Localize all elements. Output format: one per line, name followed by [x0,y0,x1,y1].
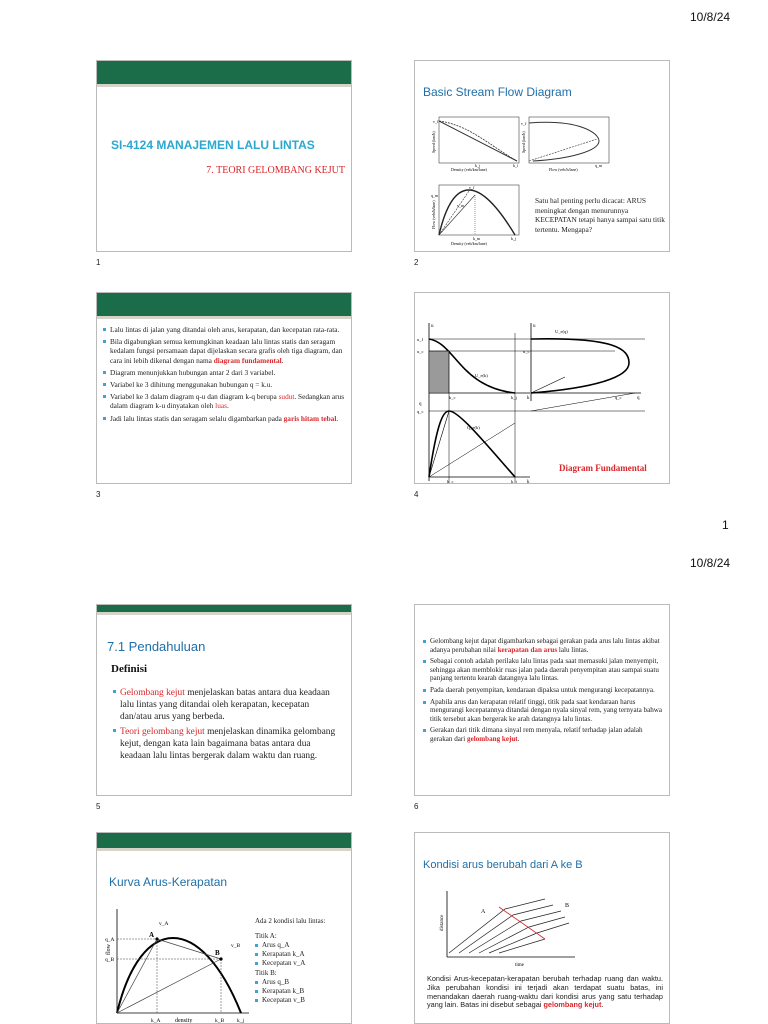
s4-uc: u_c [417,349,424,354]
fig3-annot-vm: v_m [457,203,465,208]
bullet-item [103,380,349,389]
text-run: Pada daerah penyempitan, kendaraan dipaksa untuk mengurangi kecepatannya. [430,685,655,694]
fig3-annot-vf: v_f [469,185,475,190]
highlighted-text: garis hitam tebal [283,413,337,423]
list-item: Arus q_A [255,941,351,950]
text-run: Gelombang kejut dapat digambarkan sebagai gerakan pada arus lalu lintas akibat adanya perubahan nilai [430,637,660,654]
slide-5-bullet-list [113,687,343,765]
slide-7-intro: Ada 2 kondisi lalu lintas: [255,917,326,925]
bullet-item [103,368,349,377]
text-run: Sebagai contoh adalah perilaku lalu lintas pada saat memasuki jalan menyempit, sehingga akan memblokir ruas jalan pada daerah penyempitan atau sampai suatu panjang tertentu kearah datangnya lalu lintas. [430,657,659,683]
slide-7-title: Kurva Arus-Kerapatan [109,875,228,889]
bullet-item [113,687,343,723]
list-item: Kerapatan k_B [255,987,351,996]
slide-7-pointA-list [255,941,351,968]
bullet-item [423,698,665,724]
slide-1 [96,60,352,252]
slide-3-number: 3 [96,490,101,499]
fig1-x-tick-2: k_i [513,163,519,168]
highlighted-text: gelombang kejut [543,1000,602,1010]
s7-chart-vA: v_A [159,921,169,927]
slide-8-text [427,975,663,1010]
s8-chart-B: B [565,903,570,909]
s7-chart-kB: k_B [215,1018,225,1024]
slide-3 [96,292,352,484]
fig3-x-tick-2: k_j [511,236,517,241]
text-run: . [517,734,520,743]
speed-density-figure [429,113,525,173]
fig1-y-tick: v_f [433,119,439,124]
highlighted-text: kerapatan dan arus [497,645,558,654]
highlighted-text: luas [215,401,227,411]
s4-qc: q_c [417,409,424,414]
text-run: Lalu lintas di jalan yang ditandai oleh arus, kerapatan, dan kecepatan rata-rata. [110,325,340,334]
text-run: Apabila arus dan kerapatan relatif tinggi, titik pada saat kendaraan harus mengurangi kecepatannya ditandai dengan nyala sinyal rem, yang ternyata bahwa titik tersebut akan bergerak ke arah datangnya lalu lintas. [430,697,663,723]
slide-4 [414,292,670,484]
slide-6-bullet-list [423,637,665,747]
bullet-item [103,392,349,410]
slide-1-title: SI-4124 MANAJEMEN LALU LINTAS [111,138,315,152]
s4-kc: k_c [447,479,454,484]
slide-1-number: 1 [96,258,101,267]
s7-chart-kA: k_A [151,1018,161,1024]
fig2-y-tick: v_f [521,121,527,126]
highlighted-text: Teori gelombang kejut [120,727,205,737]
slide-6-number: 6 [414,802,419,811]
s7-chart-qB: q_B [105,957,115,963]
text-run: Bila digabungkan semua kemungkinan keadaan lalu lintas statis dan seragam kedalam fungsi persamaan dapat dijelaskan secara grafis oleh tiga diagram, dan cara ini lebih dikenal dengan nama [110,337,343,365]
slide-2-number: 2 [414,258,419,267]
slide-8-title: Kondisi arus berubah dari A ke B [423,859,583,871]
slide-4-caption: Diagram Fundamental [559,463,647,473]
slide-7-text-block [255,917,351,1005]
text-run: menjelaskan dinamika gelombang kejut, dengan kata lain bagaimana batas antara dua keadaan lalu lintas bergerak dalam waktu dan ruang. [120,727,336,761]
s8-chart-y-label: distance [440,914,445,931]
speed-flow-figure [519,113,615,173]
s4-axis-q-right: q [637,396,640,401]
text-run: . [226,401,229,411]
page-1-date: 10/8/24 [690,10,731,24]
slide-7-pointA-label: Titik A: [255,932,277,940]
bullet-item [423,657,665,683]
slide-7-pointB-label: Titik B: [255,969,277,977]
bullet-item [423,726,665,743]
s4-uf: u_f [417,337,423,342]
fig1-x-label: Density (veh/km/lane) [451,167,487,172]
flow-density-figure [429,181,525,247]
text-run: menjelaskan batas antara dua keadaan lalu lintas yang ditandai oleh kerapatan, kecepatan dan/atau arus yang berbeda. [120,688,330,722]
text-run: . [281,355,284,365]
list-item: Kecepatan v_B [255,996,351,1005]
text-run: Variabel ke 3 dihitung menggunakan hubungan q = k.u. [110,380,273,390]
bullet-item [423,637,665,654]
s7-chart-A: A [149,931,155,939]
fig2-y-label: Speed (km/h) [521,131,526,153]
s4-uc-right: u_c [523,349,530,354]
text-run: . Sedangkan arus dalam diagram k-u dinyatakan oleh [110,392,345,411]
slide-7-header-band [97,833,351,849]
s4-axis-u-right: u [533,324,536,329]
s4-Ueq: U_e(q) [555,329,568,334]
s8-chart-x-label: time [515,963,524,968]
fig2-x-label: Flow (veh/h/lane) [549,167,578,172]
s4-Qe: Q_e(k) [467,425,480,430]
fundamental-diagram-figure [415,293,670,484]
slide-5 [96,604,352,796]
fig1-y-label: Speed (km/h) [431,131,436,153]
s7-chart-vB: v_B [231,943,241,949]
text-run: Kondisi Arus-kecepatan-kerapatan berubah terhadap ruang dan waktu. Jika perubahan kondisi ini terjadi akan terdapat suatu batas, ini menandakan daerah ruang-waktu dari kondisi arus yang satu terhadap yang lain. Batas ini disebut sebagai [427,974,663,1010]
bullet-item [103,337,349,365]
text-run: Jadi lalu lintas statis dan seragam selalu digambarkan pada [110,413,284,423]
text-run: lalu lintas. [557,645,589,654]
bullet-item [423,686,665,695]
highlighted-text: diagram fundamental [213,355,282,365]
s4-Ue: U_e(k) [475,373,488,378]
s4-kj: k_j [511,479,517,484]
highlighted-text: Gelombang kejut [120,688,185,698]
text-run: . [336,413,339,423]
s7-chart-y-label: flow [106,944,112,955]
slide-5-header-band [97,605,351,613]
slide-5-heading: Definisi [111,663,148,675]
s4-axis-u: u [431,324,434,329]
s4-axis-k-top: k [527,396,530,401]
slide-1-header-band [97,61,351,85]
text-run: Diagram menunjukkan hubungan antar 2 dari 3 variabel. [110,367,276,377]
slide-7-pointB-list [255,978,351,1005]
page-2-date: 10/8/24 [690,556,731,570]
text-run: Gerakan dari titik dimana sinyal rem menyala, relatif terhadap jalan adalah gerakan dari [430,726,643,743]
s7-chart-qA: q_A [105,937,115,943]
s7-chart-B: B [215,949,220,957]
s7-chart-kj: k_j [237,1018,245,1024]
slide-3-bullet-list [103,325,349,426]
slide-8 [414,832,670,1024]
slide-2 [414,60,670,252]
slide-6 [414,604,670,796]
highlighted-text: gelombang kejut [467,734,518,743]
s4-axis-q: q [419,402,422,407]
bullet-item [103,325,349,334]
slide-5-title: 7.1 Pendahuluan [107,639,206,654]
slide-4-number: 4 [414,490,419,499]
slide-2-note: Satu hal penting perlu dicacat: ARUS meningkat dengan menurunnya KECEPATAN tetapi hanya sampai satu titik tertentu. Mengapa? [535,196,665,234]
list-item: Kecepatan v_A [255,959,351,968]
text-run: . [601,1000,604,1010]
slide-1-subtitle: 7. TEORI GELOMBANG KEJUT [206,165,345,176]
fig3-y-label: Flow (veh/h/lane) [431,200,436,229]
fig1-x-tick-1: k_j [475,163,481,168]
fig3-x-label: Density (veh/km/lane) [451,241,487,246]
s4-qc-right: q_c [615,395,622,400]
fig2-x-tick: q_m [595,163,603,168]
bullet-item [103,414,349,423]
s7-chart-x-label: density [175,1018,193,1024]
slide-3-header-band [97,293,351,317]
slide-2-title: Basic Stream Flow Diagram [423,85,572,99]
text-run: Variabel ke 3 dalam diagram q-u dan diagram k-q berupa [110,392,279,402]
s4-kc-top: k_c [449,395,456,400]
time-space-figure [435,887,585,971]
s8-chart-A: A [481,909,486,915]
flow-density-curve-figure [101,903,251,1024]
s4-axis-k: k [527,480,530,485]
fig3-x-tick-1: k_m [473,236,481,241]
bullet-item [113,726,343,762]
list-item: Kerapatan k_A [255,950,351,959]
slide-7 [96,832,352,1024]
list-item: Arus q_B [255,978,351,987]
highlighted-text: sudut [278,392,295,402]
page-1-number: 1 [722,518,729,532]
slide-5-number: 5 [96,802,101,811]
fig3-y-tick: q_m [431,193,439,198]
s4-kj-top: k_j [511,395,517,400]
